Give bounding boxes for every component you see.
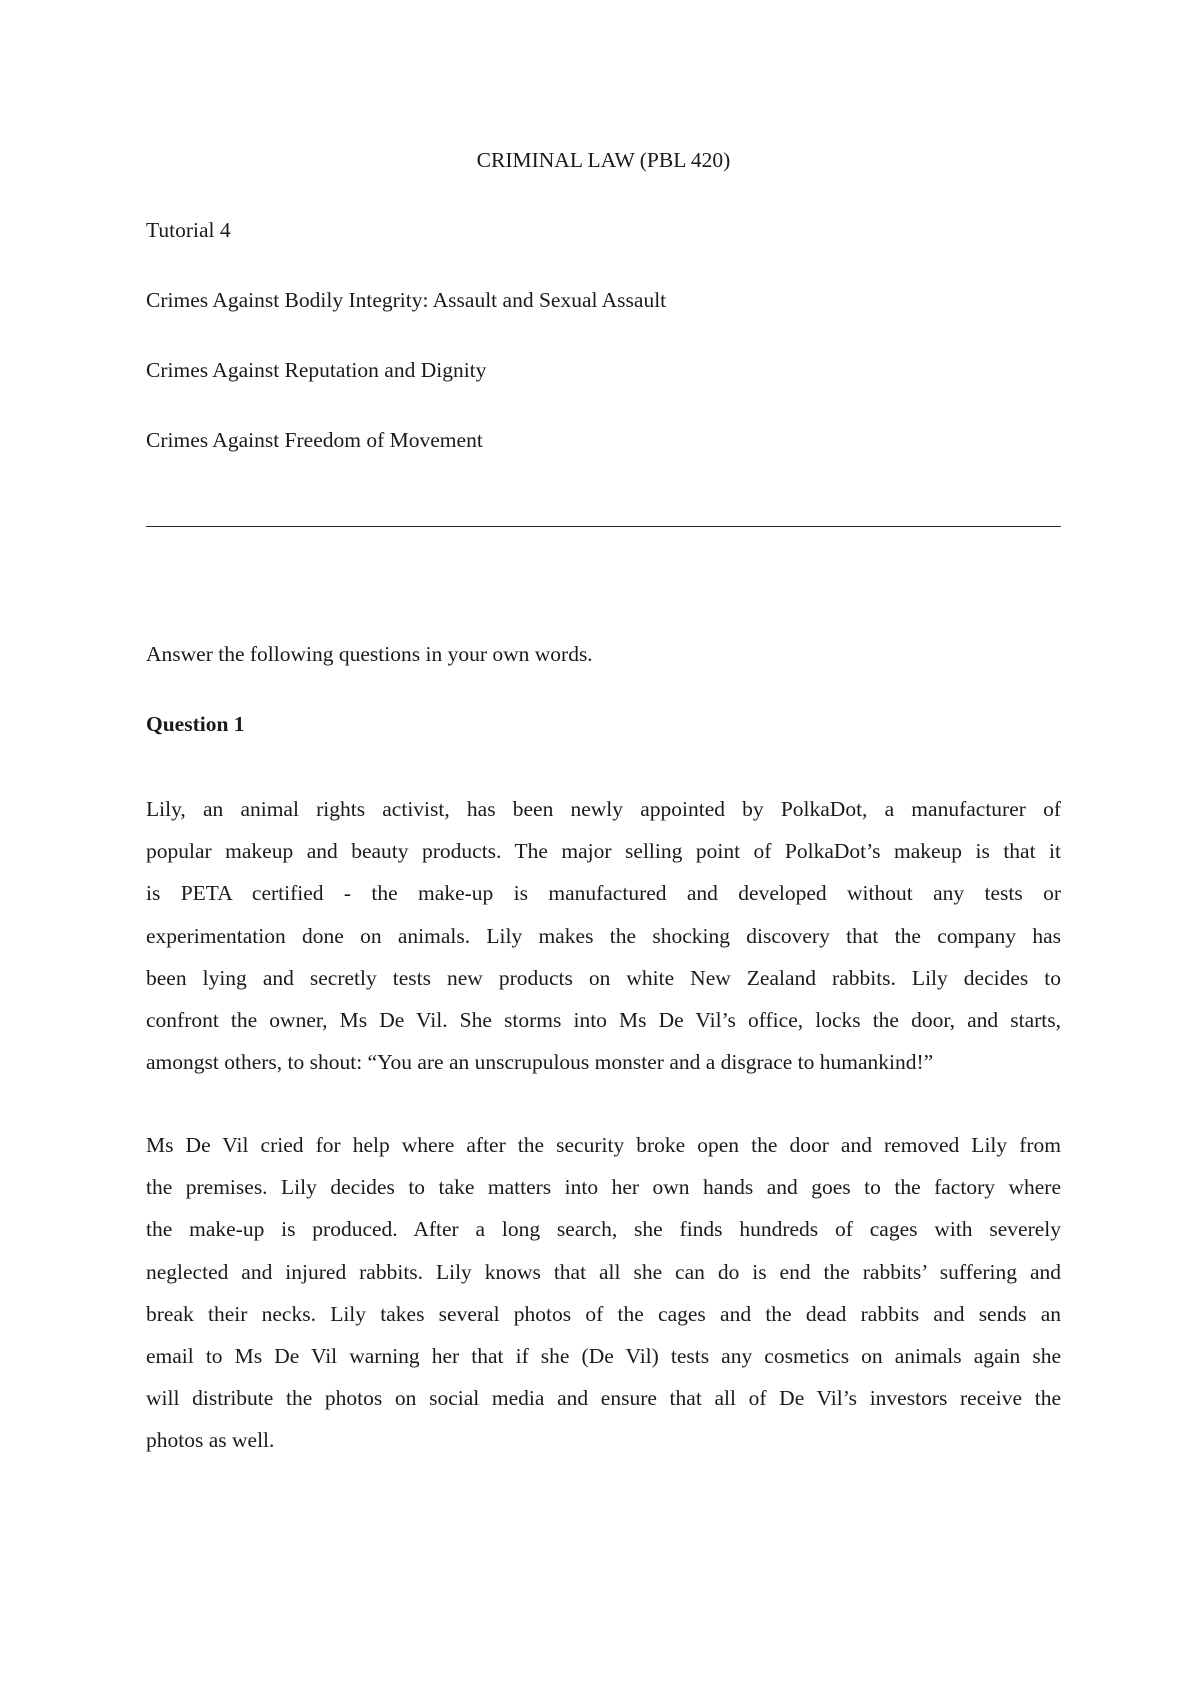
paragraph-line: experimentation done on animals. Lily makes the shocking discovery that the company has <box>146 923 1061 948</box>
question-paragraph-2 <box>146 1124 1061 1462</box>
paragraph-line: Lily, an animal rights activist, has been newly appointed by PolkaDot, a manufacturer of <box>146 797 1061 821</box>
instruction-text: Answer the following questions in your own words. <box>146 642 593 666</box>
paragraph-line: popular makeup and beauty products. The major selling point of PolkaDot’s makeup is that it <box>146 839 1061 864</box>
paragraph-line: photos as well. <box>146 1428 275 1453</box>
tutorial-label: Tutorial 4 <box>146 218 231 242</box>
paragraph-line: been lying and secretly tests new products on white New Zealand rabbits. Lily decides to <box>146 965 1061 990</box>
paragraph-line: neglected and injured rabbits. Lily knows that all she can do is end the rabbits’ suffering and <box>146 1259 1061 1284</box>
question-heading: Question 1 <box>146 712 245 736</box>
paragraph-line: confront the owner, Ms De Vil. She storms into Ms De Vil’s office, locks the door, and starts, <box>146 1008 1061 1033</box>
course-title: CRIMINAL LAW (PBL 420) <box>476 148 731 172</box>
topic-bodily-integrity: Crimes Against Bodily Integrity: Assault and Sexual Assault <box>146 288 667 312</box>
paragraph-line: will distribute the photos on social media and ensure that all of De Vil’s investors receive the <box>146 1386 1061 1411</box>
question-paragraph-1 <box>146 788 1061 1083</box>
paragraph-line: is PETA certified - the make-up is manufactured and developed without any tests or <box>146 881 1061 906</box>
paragraph-line: break their necks. Lily takes several photos of the cages and the dead rabbits and sends an <box>146 1301 1061 1326</box>
horizontal-divider <box>146 526 1061 527</box>
paragraph-line: Ms De Vil cried for help where after the security broke open the door and removed Lily from <box>146 1133 1061 1157</box>
paragraph-line: email to Ms De Vil warning her that if she (De Vil) tests any cosmetics on animals again she <box>146 1344 1061 1369</box>
paragraph-line: amongst others, to shout: “You are an unscrupulous monster and a disgrace to humankind!” <box>146 1050 934 1075</box>
topic-reputation-dignity: Crimes Against Reputation and Dignity <box>146 358 487 382</box>
paragraph-line: the make-up is produced. After a long search, she finds hundreds of cages with severely <box>146 1217 1061 1242</box>
paragraph-line: the premises. Lily decides to take matters into her own hands and goes to the factory where <box>146 1175 1061 1200</box>
topic-freedom-of-movement: Crimes Against Freedom of Movement <box>146 428 483 452</box>
